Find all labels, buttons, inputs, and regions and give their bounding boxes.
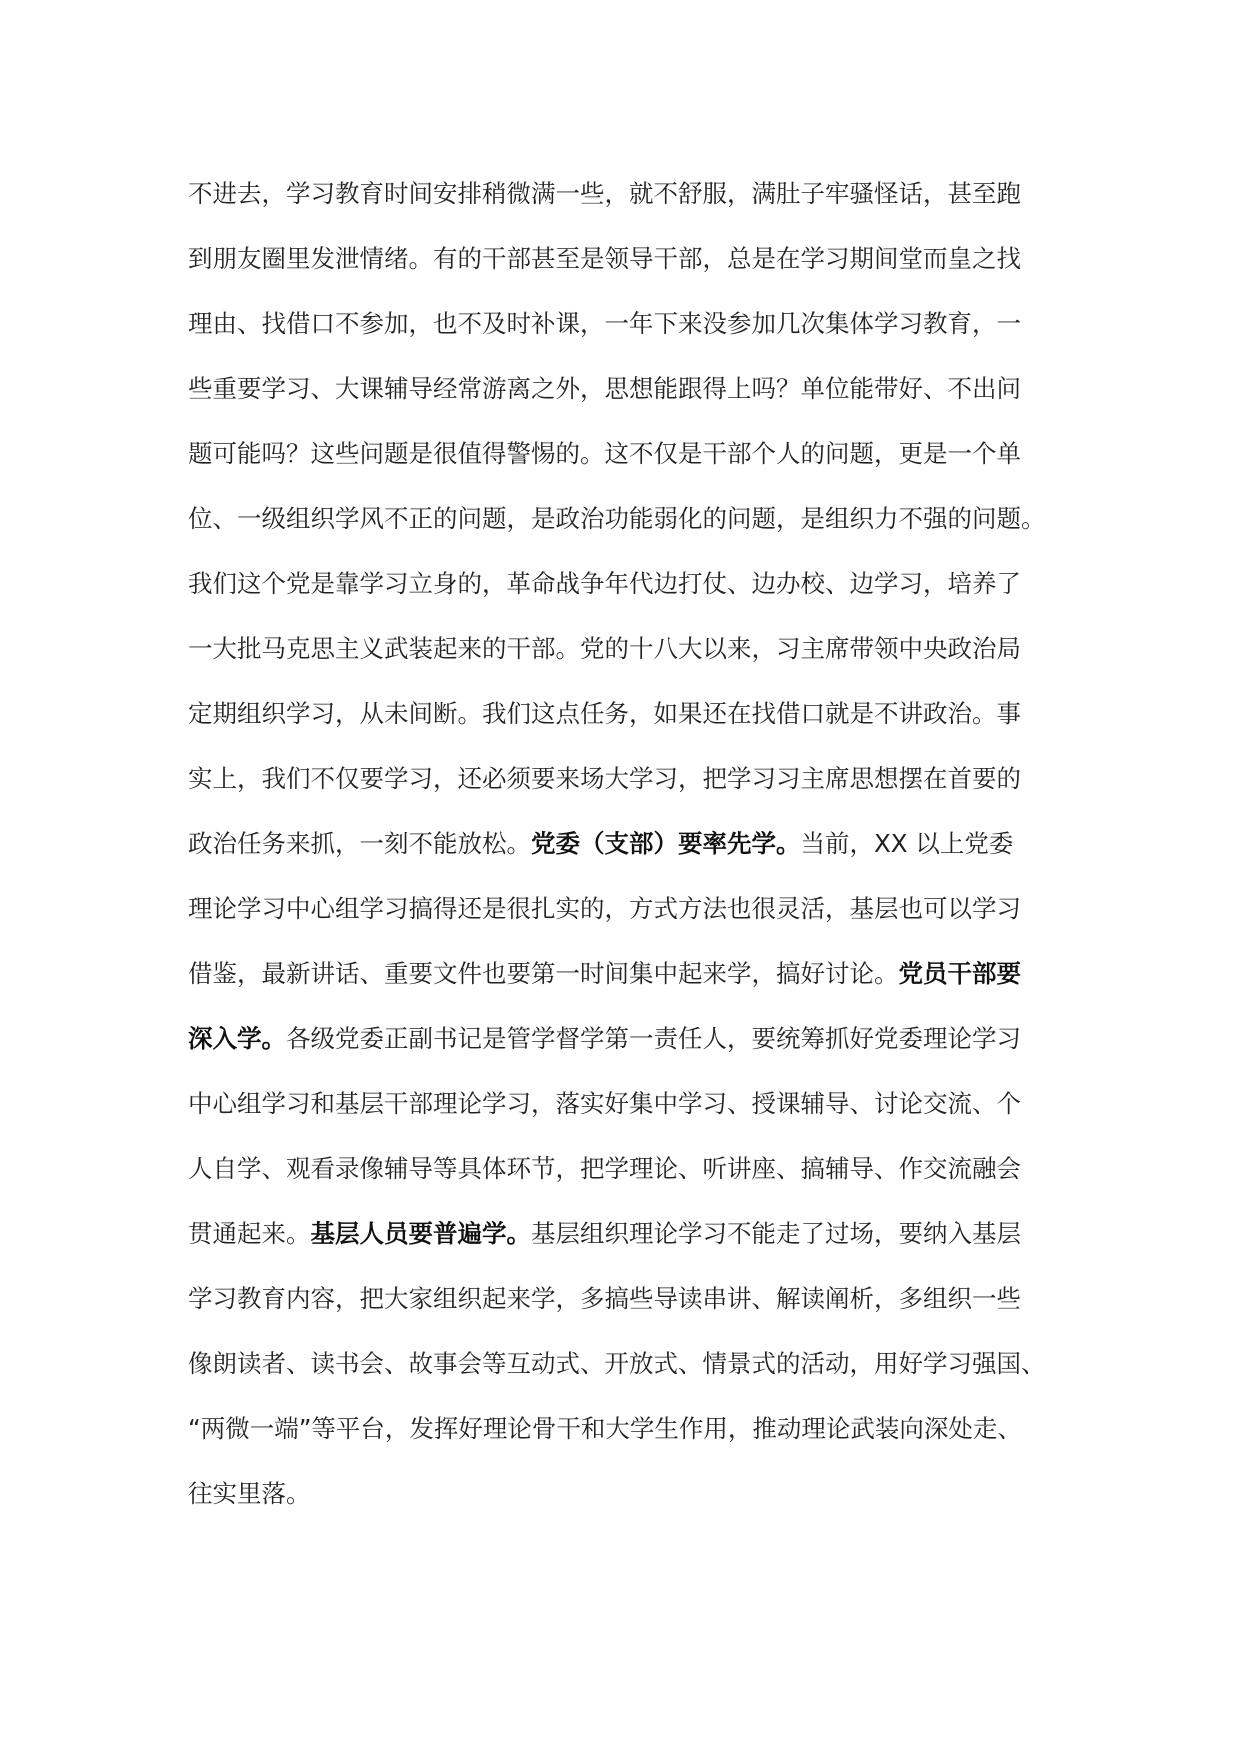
bold-heading-segment: 党委（支部）要率先学。 bbox=[531, 829, 801, 858]
text-line bbox=[188, 239, 1088, 304]
text-segment: 贯通起来。 bbox=[188, 1219, 311, 1248]
text-line bbox=[188, 1279, 1088, 1344]
text-segment: 实上，我们不仅要学习，还必须要来场大学习，把学习习主席思想摆在首要的 bbox=[188, 764, 1021, 793]
text-segment: 理由、找借口不参加，也不及时补课，一年下来没参加几次集体学习教育，一 bbox=[188, 309, 1021, 338]
text-line bbox=[188, 1149, 1088, 1214]
text-line bbox=[188, 889, 1088, 954]
text-segment: 一大批马克思主义武装起来的干部。党的十八大以来，习主席带领中央政治局 bbox=[188, 634, 1021, 663]
text-line bbox=[188, 1019, 1088, 1084]
text-line bbox=[188, 1409, 1088, 1474]
bold-heading-segment: 基层人员要普遍学。 bbox=[310, 1219, 531, 1248]
text-segment: 往实里落。 bbox=[188, 1479, 311, 1508]
text-line bbox=[188, 694, 1088, 759]
text-line bbox=[188, 824, 1088, 889]
text-segment: 人自学、观看录像辅导等具体环节，把学理论、听讲座、搞辅导、作交流融会 bbox=[188, 1154, 1021, 1183]
text-line bbox=[188, 174, 1088, 239]
text-segment: 理论学习中心组学习搞得还是很扎实的，方式方法也很灵活，基层也可以学习 bbox=[188, 894, 1021, 923]
text-line bbox=[188, 304, 1088, 369]
text-line bbox=[188, 499, 1088, 564]
text-line bbox=[188, 1214, 1088, 1279]
text-segment: 当前，XX 以上党委 bbox=[800, 829, 1014, 858]
text-segment: 我们这个党是靠学习立身的，革命战争年代边打仗、边办校、边学习，培养了 bbox=[188, 569, 1021, 598]
text-line bbox=[188, 1474, 1088, 1539]
text-line bbox=[188, 1084, 1088, 1149]
body-text bbox=[188, 174, 1088, 1539]
text-segment: 各级党委正副书记是管学督学第一责任人，要统筹抓好党委理论学习 bbox=[286, 1024, 1021, 1053]
text-line bbox=[188, 1344, 1088, 1409]
text-segment: 借鉴，最新讲话、重要文件也要第一时间集中起来学，搞好讨论。 bbox=[188, 959, 899, 988]
text-segment: 题可能吗？这些问题是很值得警惕的。这不仅是干部个人的问题，更是一个单 bbox=[188, 439, 1021, 468]
text-segment: 定期组织学习，从未间断。我们这点任务，如果还在找借口就是不讲政治。事 bbox=[188, 699, 1021, 728]
text-line bbox=[188, 369, 1088, 434]
text-segment: 位、一级组织学风不正的问题，是政治功能弱化的问题，是组织力不强的问题。 bbox=[188, 504, 1046, 533]
text-segment: 政治任务来抓，一刻不能放松。 bbox=[188, 829, 531, 858]
text-segment: 像朗读者、读书会、故事会等互动式、开放式、情景式的活动，用好学习强国、 bbox=[188, 1349, 1046, 1378]
text-line bbox=[188, 954, 1088, 1019]
text-segment: 些重要学习、大课辅导经常游离之外，思想能跟得上吗？单位能带好、不出问 bbox=[188, 374, 1021, 403]
text-segment: 中心组学习和基层干部理论学习，落实好集中学习、授课辅导、讨论交流、个 bbox=[188, 1089, 1021, 1118]
bold-heading-segment: 深入学。 bbox=[188, 1024, 286, 1053]
text-line bbox=[188, 434, 1088, 499]
text-segment: 到朋友圈里发泄情绪。有的干部甚至是领导干部，总是在学习期间堂而皇之找 bbox=[188, 244, 1021, 273]
text-segment: 不进去，学习教育时间安排稍微满一些，就不舒服，满肚子牢骚怪话，甚至跑 bbox=[188, 179, 1021, 208]
text-segment: 学习教育内容，把大家组织起来学，多搞些导读串讲、解读阐析，多组织一些 bbox=[188, 1284, 1021, 1313]
bold-heading-segment: 党员干部要 bbox=[898, 959, 1021, 988]
text-segment: “两微一端”等平台，发挥好理论骨干和大学生作用，推动理论武装向深处走、 bbox=[188, 1414, 1022, 1443]
text-segment: 基层组织理论学习不能走了过场，要纳入基层 bbox=[531, 1219, 1021, 1248]
text-line bbox=[188, 759, 1088, 824]
text-line bbox=[188, 564, 1088, 629]
text-line bbox=[188, 629, 1088, 694]
